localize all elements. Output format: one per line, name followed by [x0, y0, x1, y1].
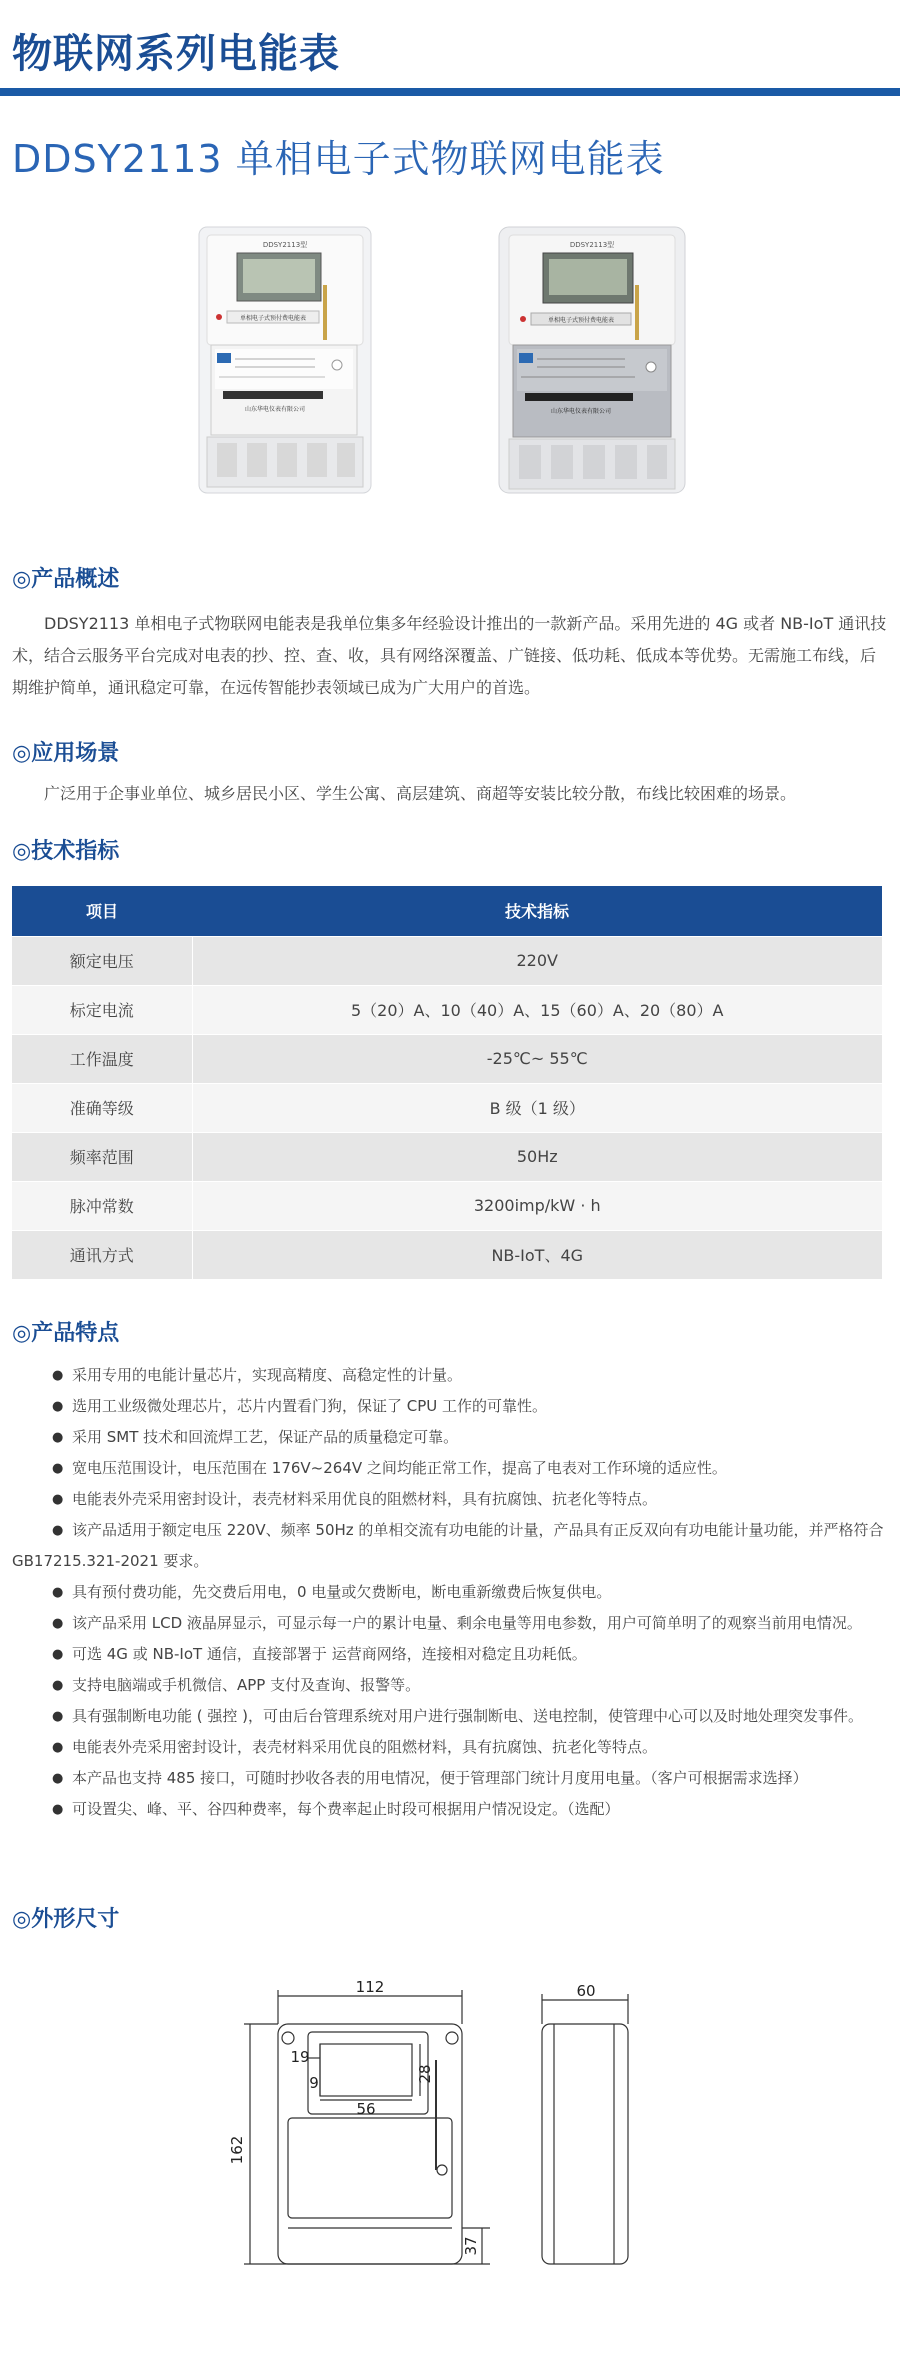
- feature-list: [12, 1360, 890, 1825]
- list-item: ● 可设置尖、峰、平、谷四种费率，每个费率起止时段可根据用户情况设定。（选配）: [12, 1794, 890, 1825]
- right-company: 山东华电仪表有限公司: [550, 408, 612, 415]
- list-item: ● 宽电压范围设计，电压范围在 176V~264V 之间均能正常工作，提高了电表对工作环境的适应性。: [12, 1453, 890, 1484]
- spec-value: NB-IoT、4G: [192, 1230, 882, 1279]
- list-item: ● 可选 4G 或 NB-IoT 通信，直接部署于 运营商网络，连接相对稳定且功耗低。: [12, 1639, 890, 1670]
- dim-lcd-height: 28: [416, 2064, 434, 2084]
- product-photo-gray: [495, 225, 690, 495]
- dim-depth: 60: [576, 1982, 596, 2000]
- list-item: ● 采用 SMT 技术和回流焊工艺，保证产品的质量稳定可靠。: [12, 1422, 890, 1453]
- spec-label: 工作温度: [12, 1034, 192, 1083]
- application-heading: ◎应用场景: [12, 741, 120, 766]
- list-item: ● 支持电脑端或手机微信、APP 支付及查询、报警等。: [12, 1670, 890, 1701]
- product-title: DDSY2113 单相电子式物联网电能表: [12, 137, 665, 181]
- table-row: [12, 1181, 882, 1230]
- table-row: [12, 936, 882, 985]
- product-photo-white: [195, 225, 375, 495]
- features-heading: ◎产品特点: [12, 1321, 120, 1346]
- table-row: [12, 1132, 882, 1181]
- spec-value: 3200imp/kW · h: [192, 1181, 882, 1230]
- list-item: ● 选用工业级微处理芯片，芯片内置看门狗，保证了 CPU 工作的可靠性。: [12, 1391, 890, 1422]
- spec-value: 5（20）A、10（40）A、15（60）A、20（80）A: [192, 985, 882, 1034]
- dim-lcd-top: 19: [290, 2048, 310, 2066]
- spec-header-row: [12, 886, 882, 936]
- table-row: [12, 1230, 882, 1279]
- dimensions-heading: ◎外形尺寸: [12, 1907, 120, 1932]
- left-nameplate: 单相电子式预付费电能表: [239, 315, 307, 322]
- right-nameplate: 单相电子式预付费电能表: [547, 317, 615, 324]
- spec-label: 脉冲常数: [12, 1181, 192, 1230]
- spec-value: 220V: [192, 936, 882, 985]
- list-item: ● 本产品也支持 485 接口，可随时抄收各表的用电情况，便于管理部门统计月度用电量。（客户可根据需求选择）: [12, 1763, 890, 1794]
- spec-column-value: 技术指标: [192, 886, 882, 936]
- right-model-label: DDSY2113型: [569, 241, 615, 249]
- list-item: ● 采用专用的电能计量芯片，实现高精度、高稳定性的计量。: [12, 1360, 890, 1391]
- list-item: ● 具有强制断电功能 ( 强控 )，可由后台管理系统对用户进行强制断电、送电控制，使管理中心可以及时地处理突发事件。: [12, 1701, 890, 1732]
- dim-terminal-height: 37: [462, 2236, 480, 2256]
- application-text: 广泛用于企事业单位、城乡居民小区、学生公寓、高层建筑、商超等安装比较分散，布线比较困难的场景。: [44, 784, 797, 803]
- specs-heading: ◎技术指标: [12, 839, 120, 864]
- header-rule: [0, 88, 900, 96]
- spec-table: [12, 886, 882, 1279]
- dimension-drawing: [230, 1980, 670, 2280]
- list-item: ● 具有预付费功能，先交费后用电，0 电量或欠费断电，断电重新缴费后恢复供电。: [12, 1577, 890, 1608]
- left-model-label: DDSY2113型: [262, 241, 308, 249]
- overview-heading: ◎产品概述: [12, 567, 120, 592]
- spec-value: -25℃~ 55℃: [192, 1034, 882, 1083]
- table-row: [12, 985, 882, 1034]
- dim-height: 162: [228, 2135, 246, 2165]
- page-header: [0, 0, 900, 100]
- dim-width: 112: [355, 1978, 385, 1996]
- overview-text: DDSY2113 单相电子式物联网电能表是我单位集多年经验设计推出的一款新产品。采用先进的 4G 或者 NB-IoT 通讯技术，结合云服务平台完成对电表的抄、控、查、收，具有网络深覆盖、广链接、低功耗、低成本等优势。无需施工布线，后期维护简单，通讯稳定可靠，在远传智能抄表领域已成为广大用户的首选。: [12, 614, 887, 697]
- table-row: [12, 1083, 882, 1132]
- list-item: ● 该产品采用 LCD 液晶屏显示，可显示每一户的累计电量、剩余电量等用电参数，用户可简单明了的观察当前用电情况。: [12, 1608, 890, 1639]
- spec-label: 频率范围: [12, 1132, 192, 1181]
- spec-label: 额定电压: [12, 936, 192, 985]
- table-row: [12, 1034, 882, 1083]
- series-title: 物联网系列电能表: [12, 31, 340, 77]
- spec-label: 通讯方式: [12, 1230, 192, 1279]
- left-company: 山东华电仪表有限公司: [244, 406, 306, 413]
- list-item: ● 该产品适用于额定电压 220V、频率 50Hz 的单相交流有功电能的计量，产品具有正反双向有功电能计量功能，并严格符合 GB17215.321-2021 要求。: [12, 1515, 890, 1577]
- spec-value: B 级（1 级）: [192, 1083, 882, 1132]
- list-item: ● 电能表外壳采用密封设计，表壳材料采用优良的阻燃材料，具有抗腐蚀、抗老化等特点。: [12, 1732, 890, 1763]
- spec-label: 标定电流: [12, 985, 192, 1034]
- spec-value: 50Hz: [192, 1132, 882, 1181]
- dim-lcd-left: 9: [309, 2074, 319, 2092]
- dim-lcd-width: 56: [356, 2100, 376, 2118]
- spec-label: 准确等级: [12, 1083, 192, 1132]
- spec-column-item: 项目: [12, 886, 192, 936]
- list-item: ● 电能表外壳采用密封设计，表壳材料采用优良的阻燃材料，具有抗腐蚀、抗老化等特点。: [12, 1484, 890, 1515]
